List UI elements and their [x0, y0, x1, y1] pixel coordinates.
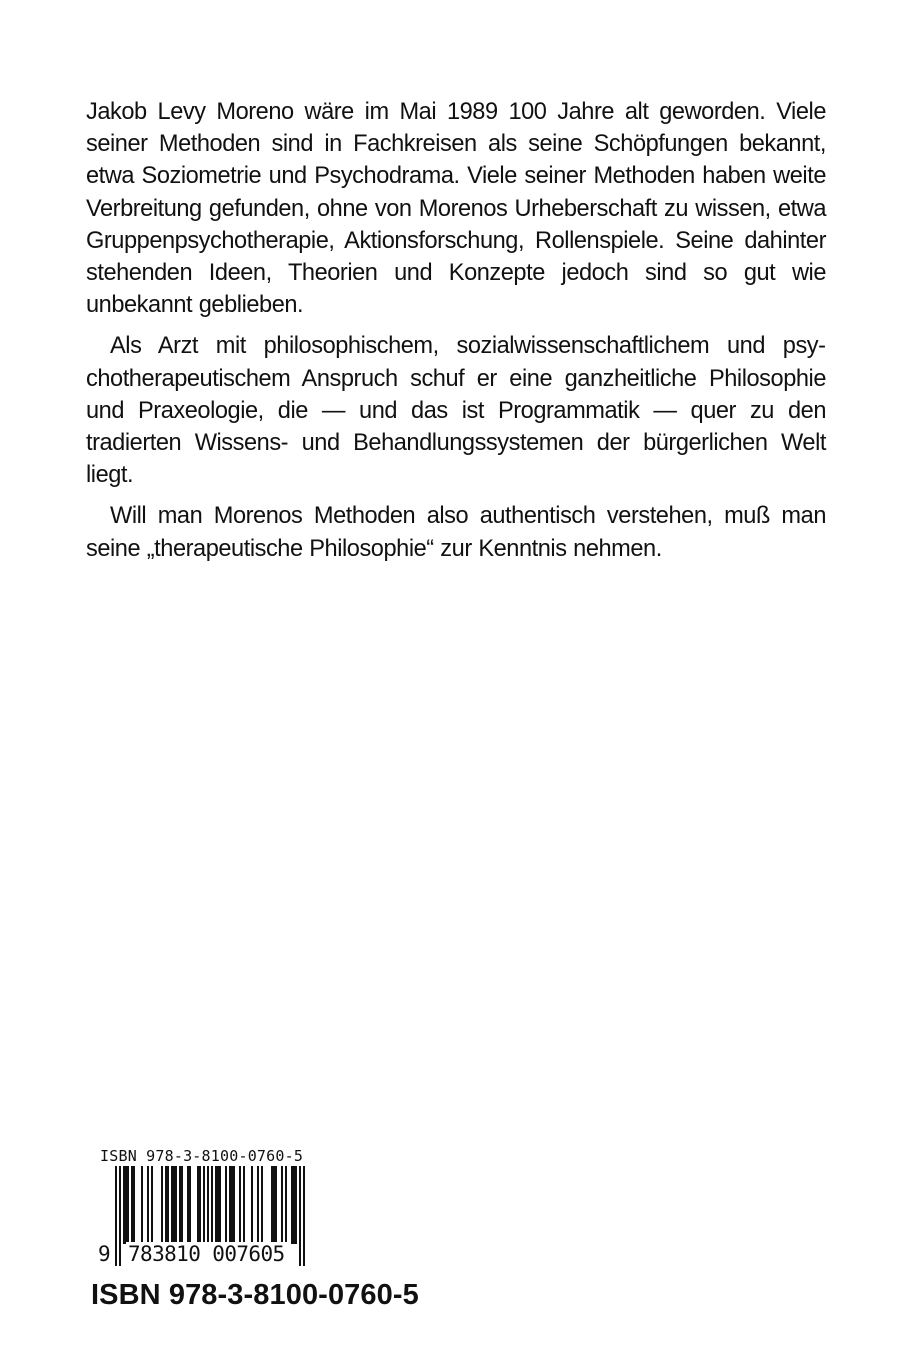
barcode-bar [131, 1166, 133, 1244]
barcode-bar [231, 1166, 233, 1244]
isbn-barcode [98, 1146, 338, 1270]
barcode-bar [115, 1166, 117, 1266]
barcode-bar [291, 1166, 293, 1244]
barcode-bar [261, 1166, 263, 1244]
barcode-bar [151, 1166, 153, 1244]
barcode-bar [215, 1166, 217, 1244]
barcode-bar [243, 1166, 245, 1244]
barcode-bar [123, 1166, 125, 1244]
barcode-digits: 783810 007605 [128, 1242, 285, 1266]
barcode-bar [141, 1166, 143, 1244]
barcode-bar [199, 1166, 201, 1244]
barcode-bar [147, 1166, 149, 1244]
barcode-bar [233, 1166, 235, 1244]
barcode-bar [119, 1166, 121, 1266]
blurb-paragraph-3: Will man Morenos Methoden also authentisch verstehen, muß man seine „therapeutische Philosophie“ zur Kenntnis nehmen. [86, 503, 826, 562]
barcode-bar [281, 1166, 283, 1244]
barcode-isbn-text: ISBN 978-3-8100-0760-5 [100, 1147, 304, 1165]
barcode-bar [173, 1166, 175, 1244]
barcode-bar [181, 1166, 183, 1244]
barcode-bar [197, 1166, 199, 1244]
barcode-bar [127, 1166, 129, 1244]
barcode-bar [203, 1166, 205, 1244]
barcode-bar [179, 1166, 181, 1244]
blurb-paragraph-2: Als Arzt mit philosophischem, sozialwissenschaftlichem und psychotherapeutischem Anspruch schuf er eine ganzheitliche Philosophie und Praxeologie, die — und das ist Programmatik — quer zu den tradierten Wissens- und Behandlungssystemen der bürgerlichen Welt liegt. [86, 333, 826, 489]
barcode-bar [175, 1166, 177, 1244]
barcode-bar [125, 1166, 127, 1244]
barcode-bar [229, 1166, 231, 1244]
barcode-bar [273, 1166, 275, 1244]
barcode-bar [171, 1166, 173, 1244]
barcode-bar [161, 1166, 163, 1244]
barcode-bar [187, 1166, 189, 1244]
isbn-label: ISBN 978-3-8100-0760-5 [91, 1279, 419, 1311]
barcode-bar [225, 1166, 227, 1244]
barcode-bar [257, 1166, 259, 1244]
barcode-bar [271, 1166, 273, 1244]
barcode-bar [239, 1166, 241, 1244]
barcode-bar [167, 1166, 169, 1244]
barcode-bar [165, 1166, 167, 1244]
barcode-bar [295, 1166, 297, 1244]
barcode-bar [275, 1166, 277, 1244]
barcode-bar [293, 1166, 295, 1244]
barcode-bar [133, 1166, 135, 1244]
back-cover-blurb [86, 96, 826, 574]
barcode-bar [303, 1166, 305, 1266]
barcode-bar [219, 1166, 221, 1244]
barcode-bar [299, 1166, 301, 1266]
barcode-lead-digit: 9 [98, 1242, 111, 1266]
blurb-paragraph-1: Jakob Levy Moreno wäre im Mai 1989 100 Jahre alt geworden. Viele seiner Methoden sind in Fachkreisen als seine Schöpfungen bekannt, etwa Soziometrie und Psychodrama. Viele seiner Methoden haben weite Verbreitung gefunden, ohne von Morenos Urheberschaft zu wissen, etwa Gruppenpsychotherapie, Aktionsforschung, Rollenspiele. Seine dahinter stehenden Ideen, Theorien und Konzepte jedoch sind so gut wie unbekannt geblieben. [86, 99, 826, 319]
barcode-bar [189, 1166, 191, 1244]
barcode-row [98, 1166, 338, 1270]
barcode-bar [217, 1166, 219, 1244]
barcode-bar [251, 1166, 253, 1244]
barcode-bar [285, 1166, 287, 1244]
